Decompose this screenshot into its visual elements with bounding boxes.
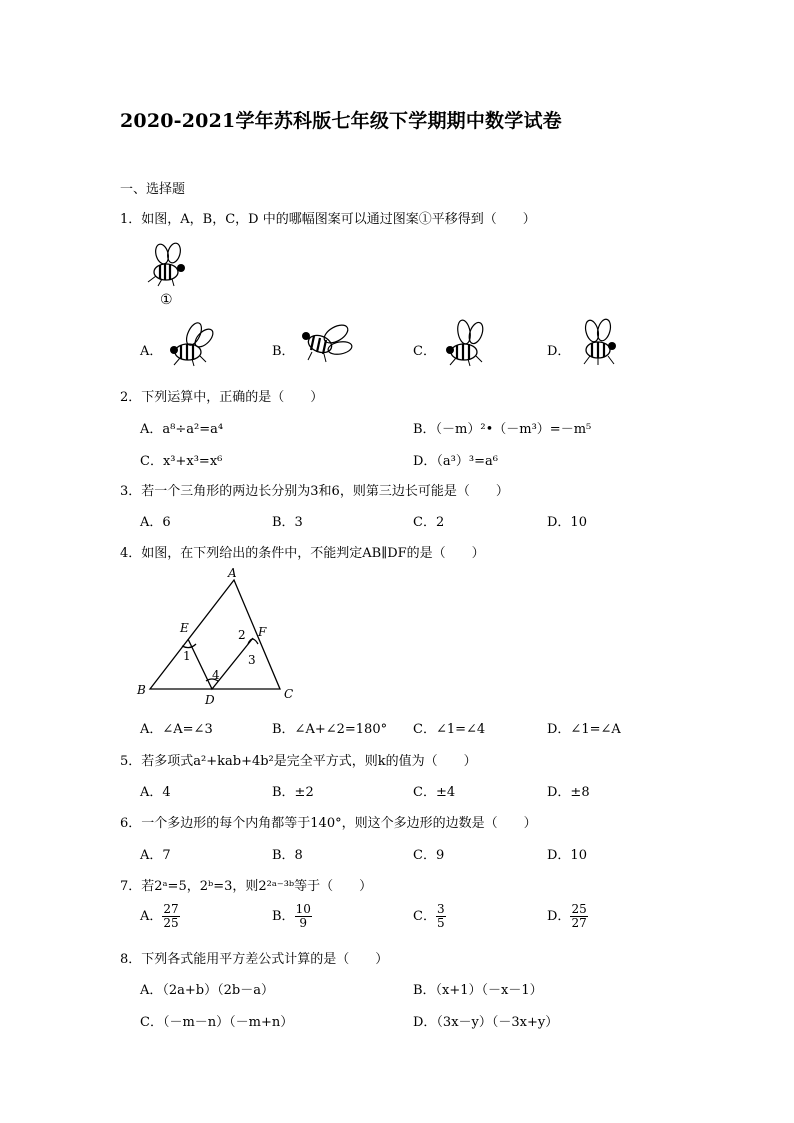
bee-icon xyxy=(170,321,216,366)
q4-option-c: C．∠1=∠4 xyxy=(413,722,486,737)
q3-option-c: C．2 xyxy=(413,515,445,530)
q4-option-b: B．∠A+∠2=180° xyxy=(272,722,388,737)
label-angle-4: 4 xyxy=(212,668,220,682)
q3-option-b: B．3 xyxy=(272,515,303,530)
q5-option-a: A．4 xyxy=(140,785,171,800)
q4-option-d: D．∠1=∠A xyxy=(547,722,621,737)
q8-stem: 8．下列各式能用平方差公式计算的是（ ） xyxy=(120,952,389,967)
label-angle-3: 3 xyxy=(248,653,256,667)
q4-stem: 4．如图，在下列给出的条件中，不能判定AB∥DF的是（ ） xyxy=(120,546,485,561)
q8-option-a: A．（2a+b）（2b－a） xyxy=(140,983,274,998)
bee-icon xyxy=(446,319,485,366)
q1-stem: 1．如图，A，B，C，D 中的哪幅图案可以通过图案①平移得到（ ） xyxy=(120,212,536,227)
q5-option-c: C．±4 xyxy=(413,785,456,800)
q6-option-a: A．7 xyxy=(140,848,171,863)
q7-option-c-fraction xyxy=(436,903,446,930)
q6-option-d: D．10 xyxy=(547,848,587,863)
bee-icon xyxy=(583,318,616,365)
q2-option-a: A．a⁸÷a²=a⁴ xyxy=(140,422,224,437)
q5-stem: 5．若多项式a²+kab+4b²是完全平方式，则k的值为（ ） xyxy=(120,754,477,769)
label-angle-2: 2 xyxy=(238,628,246,642)
denominator: 9 xyxy=(299,916,308,930)
numerator: 10 xyxy=(295,902,311,916)
q3-option-d: D．10 xyxy=(547,515,587,530)
q1-option-b-bee xyxy=(296,320,358,366)
label-d: D xyxy=(205,693,215,707)
q2-stem: 2．下列运算中，正确的是（ ） xyxy=(120,390,324,405)
segments-ed-df xyxy=(188,638,253,689)
label-angle-1: 1 xyxy=(183,649,191,663)
denominator: 25 xyxy=(163,916,179,930)
label-a: A xyxy=(228,566,237,580)
q2-option-b: B．（－m）²•（－m³）=－m⁵ xyxy=(413,422,592,437)
numerator: 25 xyxy=(571,902,587,916)
label-b: B xyxy=(137,683,146,697)
page-title: 2020-2021学年苏科版七年级下学期期中数学试卷 xyxy=(120,110,562,132)
q8-option-c: C．（－m－n）（－m+n） xyxy=(140,1015,294,1030)
bee-icon xyxy=(148,242,185,286)
q3-option-a: A．6 xyxy=(140,515,171,530)
q1-bee-figure xyxy=(138,238,194,288)
q7-option-d-fraction xyxy=(570,903,587,930)
q7-stem: 7．若2ᵃ=5，2ᵇ=3，则2²ᵃ⁻³ᵇ等于（ ） xyxy=(120,879,373,894)
q7-option-a-label: A． xyxy=(140,909,163,924)
q7-option-b-label: B． xyxy=(272,909,295,924)
q6-stem: 6．一个多边形的每个内角都等于140°，则这个多边形的边数是（ ） xyxy=(120,816,537,831)
q4-triangle-figure xyxy=(130,564,310,710)
bee-icon xyxy=(302,321,353,362)
q7-option-d xyxy=(547,903,588,930)
q1-option-d: D． xyxy=(547,344,571,359)
q4-option-a: A．∠A=∠3 xyxy=(140,722,213,737)
q1-option-b: B． xyxy=(272,344,295,359)
denominator: 5 xyxy=(436,916,445,930)
q8-option-b: B．（x+1）（－x－1） xyxy=(413,983,543,998)
q8-option-d: D．（3x－y）（－3x+y） xyxy=(413,1015,559,1030)
q2-option-c: C．x³+x³=x⁶ xyxy=(140,454,223,469)
q1-figure-label: ① xyxy=(160,292,173,308)
section-heading: 一、选择题 xyxy=(120,182,186,197)
numerator: 27 xyxy=(163,902,179,916)
q1-option-a-bee xyxy=(160,320,220,368)
q7-option-a-fraction xyxy=(162,903,179,930)
q2-option-d: D．（a³）³=a⁶ xyxy=(413,454,498,469)
q1-option-d-bee xyxy=(568,318,626,368)
numerator: 3 xyxy=(436,902,445,916)
q5-option-b: B．±2 xyxy=(272,785,314,800)
denominator: 27 xyxy=(571,916,587,930)
label-e: E xyxy=(180,621,189,635)
q1-option-a: A． xyxy=(140,344,163,359)
q6-option-c: C．9 xyxy=(413,848,445,863)
q3-stem: 3．若一个三角形的两边长分别为3和6，则第三边长可能是（ ） xyxy=(120,484,509,499)
q7-option-c xyxy=(413,903,446,930)
q7-option-a xyxy=(140,903,180,930)
q7-option-b xyxy=(272,903,312,930)
q7-option-d-label: D． xyxy=(547,909,571,924)
q1-option-c: C． xyxy=(413,344,436,359)
q7-option-b-fraction xyxy=(295,903,312,930)
q1-option-c-bee xyxy=(434,318,492,368)
label-f: F xyxy=(258,625,267,639)
label-c: C xyxy=(284,687,294,701)
q7-option-c-label: C． xyxy=(413,909,436,924)
q5-option-d: D．±8 xyxy=(547,785,590,800)
q6-option-b: B．8 xyxy=(272,848,303,863)
